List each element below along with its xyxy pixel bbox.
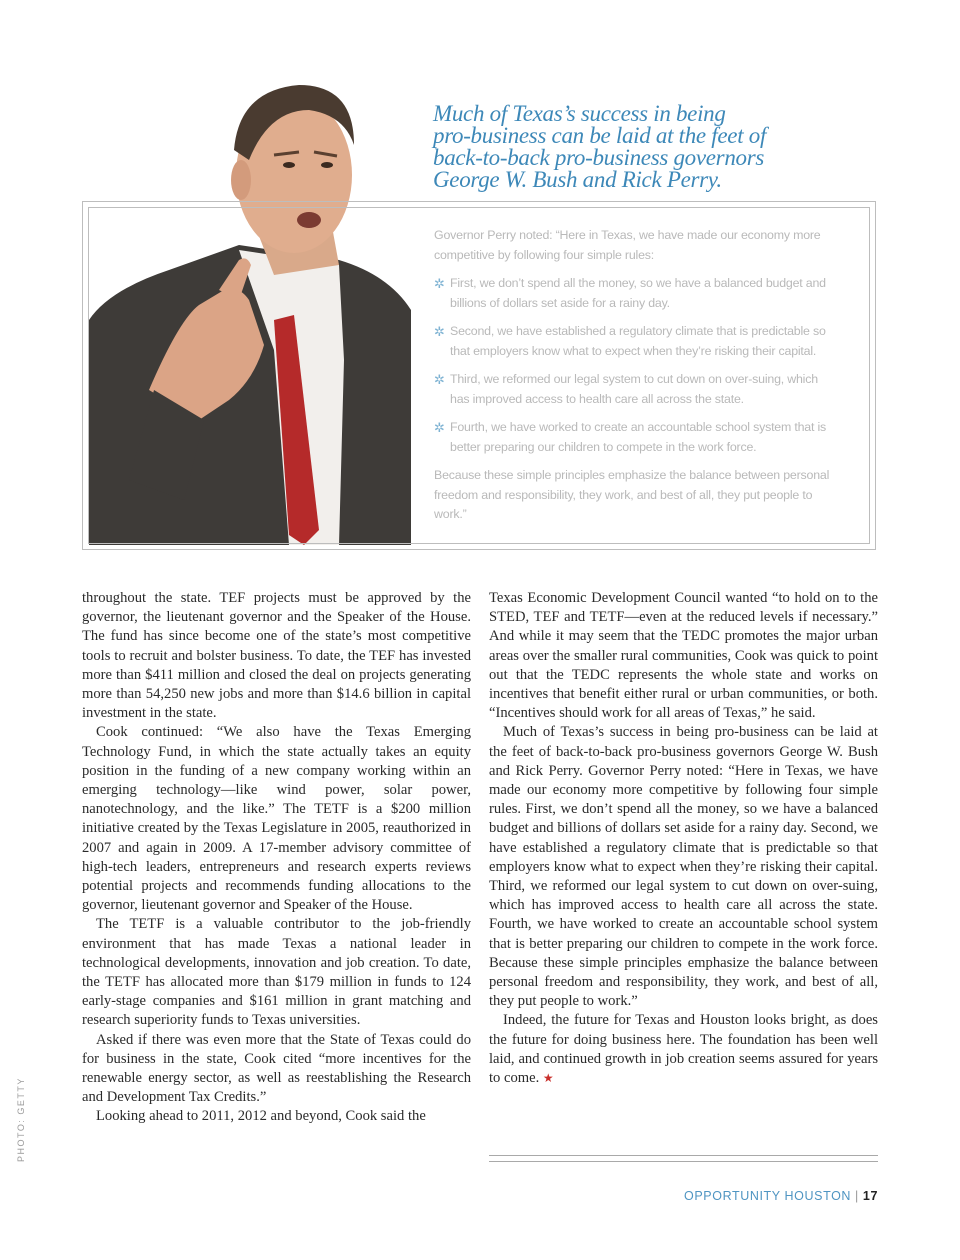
sidebar-box <box>434 226 834 534</box>
bottom-rule <box>489 1161 878 1162</box>
article-paragraph: Cook continued: “We also have the Texas Emerging Technology Fund, in which the state actually takes an equity position in the funding of a new company working within an emerging technology—like wind power, solar power, nanotechnology, and the like.” The TETF is a $200 million initiative created by the Texas Legislature in 2005, reauthorized in 2007 and again in 2009. A 17-member advisory committee of high-tech leaders, entrepreneurs and research experts reviews potential projects and recommends funding allocations to the governor, lieutenant governor and Speaker of the House. <box>82 724 471 914</box>
star-icon: ✲ <box>434 372 445 387</box>
rule-item <box>434 274 834 313</box>
pull-quote-line: Much of Texas’s success in being <box>433 101 726 126</box>
page-number: 17 <box>862 1189 878 1203</box>
footer-separator: | <box>855 1189 859 1203</box>
article-paragraph: Much of Texas’s success in being pro-business can be laid at the feet of back-to-back pro-business governors George W. Bush and Rick Perry. Governor Perry noted: “Here in Texas, we have made our economy more competitive by following four simple rules. First, we don’t spend all the money, so we have a balanced budget and billions of dollars set aside for a rainy day. Second, we have established a regulatory climate that is predictable so that employers know what to expect when they’re risking their capital. Third, we reformed our legal system to cut down on over-suing, which has improved access to health care all across the state. Fourth, we have worked to create an accountable school system that is better preparing our children to compete in the work force. Because these simple principles emphasize the balance between personal freedom and responsibility, they work, and best of all, they put people to work.” <box>489 724 878 1010</box>
pull-quote-line: back-to-back pro-business governors <box>433 145 765 170</box>
rule-item <box>434 322 834 361</box>
article-column-right <box>489 589 878 1088</box>
rule-text: First, we don’t spend all the money, so we have a balanced budget and billions of dollars set aside for a rainy day. <box>450 276 826 310</box>
star-icon: ✲ <box>434 276 445 291</box>
article-paragraph-text: Indeed, the future for Texas and Houston looks bright, as does the future for doing business here. The foundation has been well laid, and continued growth in job creation seems assured for years to come. <box>489 1012 878 1087</box>
publication-name: OPPORTUNITY HOUSTON <box>684 1189 852 1203</box>
article-column-left <box>82 589 471 1127</box>
star-icon: ✲ <box>434 420 445 435</box>
bottom-rule <box>489 1155 878 1156</box>
article-paragraph: Looking ahead to 2011, 2012 and beyond, Cook said the <box>96 1108 426 1125</box>
pull-quote <box>433 103 853 191</box>
star-icon: ✲ <box>434 324 445 339</box>
pull-quote-line: pro-business can be laid at the feet of <box>433 123 767 148</box>
pull-quote-line: George W. Bush and Rick Perry. <box>433 167 722 192</box>
article-paragraph: Texas Economic Development Council wanted “to hold on to the STED, TEF and TETF—even at the reduced levels if necessary.” And while it may seem that the TEDC promotes the major urban areas over the smaller rural communities, Cook was quick to point out that the TEDC represents the whole state and works on incentives that benefit either rural or urban communities, or both. “Incentives should work for all areas of Texas,” he said. <box>489 590 878 722</box>
article-paragraph: throughout the state. TEF projects must be approved by the governor, the lieutenant governor and the Speaker of the House. The fund has since become one of the state’s most competitive tools to recruit and bolster business. To date, the TEF has invested more than $411 million and closed the deal on projects generating more than 54,250 new jobs and more than $14.6 billion in capital investment in the state. <box>82 590 471 722</box>
rule-item <box>434 370 834 409</box>
rule-item <box>434 418 834 457</box>
sidebar-closing: Because these simple principles emphasize the balance between personal freedom and responsibility, they work, and best of all, they put people to work.” <box>434 468 830 521</box>
rule-text: Second, we have established a regulatory climate that is predictable so that employers know what to expect when they’re risking their capital. <box>450 324 826 358</box>
rule-text: Fourth, we have worked to create an accountable school system that is better preparing our children to compete in the work force. <box>450 420 827 454</box>
end-star-icon: ★ <box>542 1071 554 1086</box>
article-paragraph: Asked if there was even more that the State of Texas could do for business in the state, Cook cited “more incentives for the renewable energy sector, as well as reestablishing the Research and Development Tax Credits.” <box>82 1031 471 1106</box>
photo-credit: PHOTO: GETTY <box>16 1077 26 1162</box>
page-footer <box>684 1189 878 1203</box>
article-paragraph-final <box>489 1011 878 1088</box>
sidebar-intro: Governor Perry noted: “Here in Texas, we have made our economy more competitive by following four simple rules: <box>434 228 821 262</box>
rule-text: Third, we reformed our legal system to cut down on over-suing, which has improved access to health care all across the state. <box>450 372 818 406</box>
article-paragraph: The TETF is a valuable contributor to the job-friendly environment that has made Texas a national leader in technological developments, innovation and job creation. To date, the TETF has allocated more than $179 million in funds to 124 early-stage companies and $161 million in grant matching and research superiority funds to Texas universities. <box>82 916 471 1029</box>
